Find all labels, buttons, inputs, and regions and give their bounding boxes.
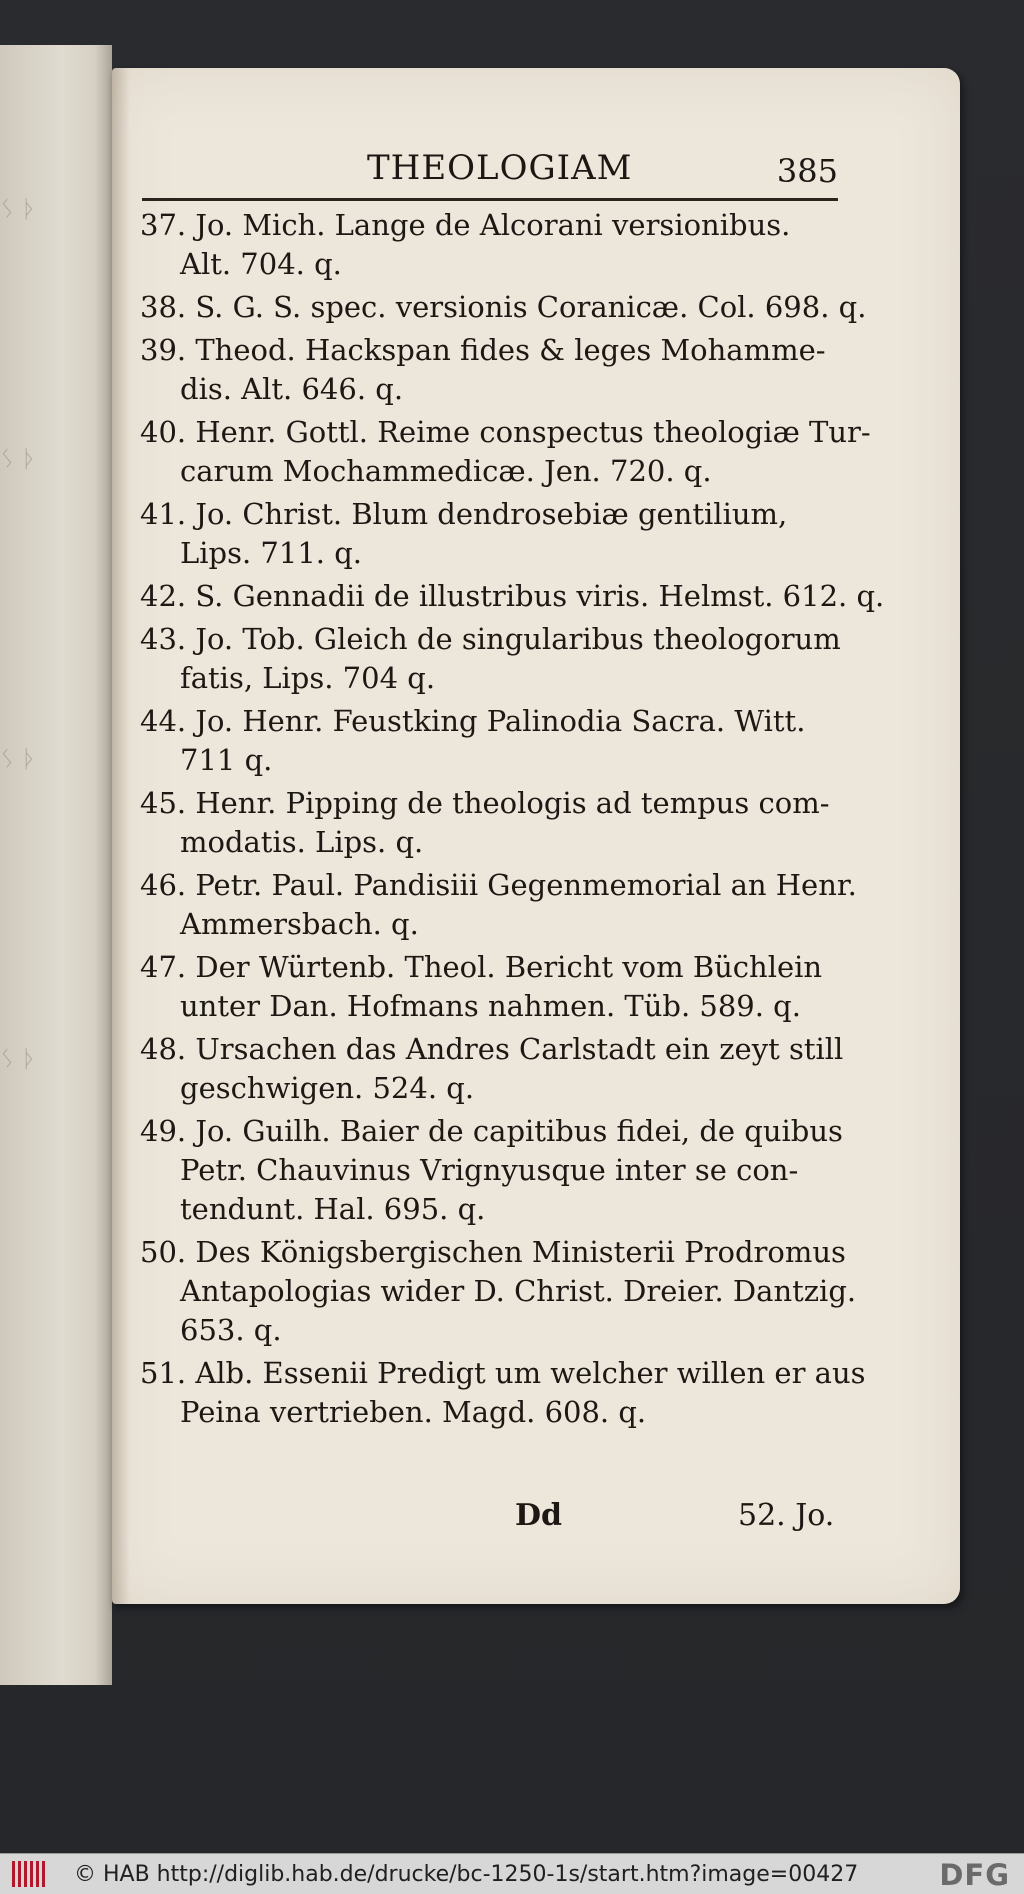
entry-continuation-line: fatis, Lips. 704 q. xyxy=(180,661,436,695)
list-item xyxy=(140,1112,842,1229)
list-item xyxy=(140,206,842,284)
entry-continuation-line: Peina vertrieben. Magd. 608. q. xyxy=(180,1395,647,1429)
entry-continuation-line: dis. Alt. 646. q. xyxy=(180,372,404,406)
entry-first-line: 46. Petr. Paul. Pandisiii Gegenmemorial an Henr. xyxy=(140,868,857,902)
entry-continuation-line: Antapologias wider D. Christ. Dreier. Dantzig. xyxy=(180,1274,857,1308)
entry-first-line: 41. Jo. Christ. Blum dendrosebiæ gentilium, xyxy=(140,497,788,531)
list-item xyxy=(140,948,842,1026)
entry-first-line: 38. S. G. S. spec. versionis Coranicæ. Col. 698. q. xyxy=(140,290,867,324)
entry-first-line: 40. Henr. Gottl. Reime conspectus theologiæ Tur- xyxy=(140,415,871,449)
entry-continuation-line: unter Dan. Hofmans nahmen. Tüb. 589. q. xyxy=(180,989,801,1023)
list-item xyxy=(140,784,842,862)
entry-continuation-line: modatis. Lips. q. xyxy=(180,825,424,859)
entry-first-line: 49. Jo. Guilh. Baier de capitibus fidei, de quibus xyxy=(140,1114,843,1148)
entry-continuation-line: geschwigen. 524. q. xyxy=(180,1071,475,1105)
dfg-logo: DFG xyxy=(939,1858,1010,1892)
entry-continuation-line: 653. q. xyxy=(180,1313,282,1347)
entry-first-line: 48. Ursachen das Andres Carlstadt ein zeyt still xyxy=(140,1032,844,1066)
entry-continuation-line: Alt. 704. q. xyxy=(180,247,342,281)
viewer-footer xyxy=(0,1853,1024,1894)
list-item xyxy=(140,413,871,491)
list-item xyxy=(140,331,842,409)
page-number: 385 xyxy=(776,152,838,190)
list-item xyxy=(140,288,867,327)
entry-continuation-line: Ammersbach. q. xyxy=(180,907,419,941)
page-gutter xyxy=(112,68,130,1604)
bibliography-list xyxy=(140,206,885,1436)
footer-credit-link[interactable]: © HAB http://diglib.hab.de/drucke/bc-1250-1s/start.htm?image=00427 xyxy=(74,1861,859,1887)
entry-first-line: 50. Des Königsbergischen Ministerii Prodromus xyxy=(140,1235,846,1269)
signature-mark: Dd xyxy=(515,1498,562,1533)
list-item xyxy=(140,620,842,698)
list-item xyxy=(140,1354,866,1432)
entry-first-line: 43. Jo. Tob. Gleich de singularibus theologorum xyxy=(140,622,841,656)
entry-continuation-line: 711 q. xyxy=(180,743,273,777)
list-item xyxy=(140,866,857,944)
list-item xyxy=(140,577,885,616)
entry-first-line: 42. S. Gennadii de illustribus viris. Helmst. 612. q. xyxy=(140,579,885,613)
catchword: 52. Jo. xyxy=(738,1498,835,1533)
entry-continuation-line: Petr. Chauvinus Vrignyusque inter se con- xyxy=(180,1153,799,1187)
facing-page-edge: ᛊ ᚦ ᛊ ᚦ ᛊ ᚦ ᛊ ᚦ xyxy=(0,45,112,1685)
page-footer-line xyxy=(112,1498,960,1538)
hab-barcode-icon xyxy=(12,1861,46,1887)
list-item xyxy=(140,1233,857,1350)
entry-first-line: 37. Jo. Mich. Lange de Alcorani versionibus. xyxy=(140,208,791,242)
list-item xyxy=(140,495,842,573)
running-head: THEOLOGIAM xyxy=(367,148,633,188)
entry-continuation-line: carum Mochammedicæ. Jen. 720. q. xyxy=(180,454,712,488)
list-item xyxy=(140,702,842,780)
entry-first-line: 45. Henr. Pipping de theologis ad tempus com- xyxy=(140,786,830,820)
entry-first-line: 51. Alb. Essenii Predigt um welcher willen er aus xyxy=(140,1356,866,1390)
entry-continuation-line: tendunt. Hal. 695. q. xyxy=(180,1192,486,1226)
entry-continuation-line: Lips. 711. q. xyxy=(180,536,362,570)
entry-first-line: 39. Theod. Hackspan fides & leges Mohamme- xyxy=(140,333,826,367)
header-rule xyxy=(142,198,838,201)
entry-first-line: 44. Jo. Henr. Feustking Palinodia Sacra. Witt. xyxy=(140,704,806,738)
book-page xyxy=(112,68,960,1604)
entry-first-line: 47. Der Würtenb. Theol. Bericht vom Büchlein xyxy=(140,950,823,984)
list-item xyxy=(140,1030,842,1108)
